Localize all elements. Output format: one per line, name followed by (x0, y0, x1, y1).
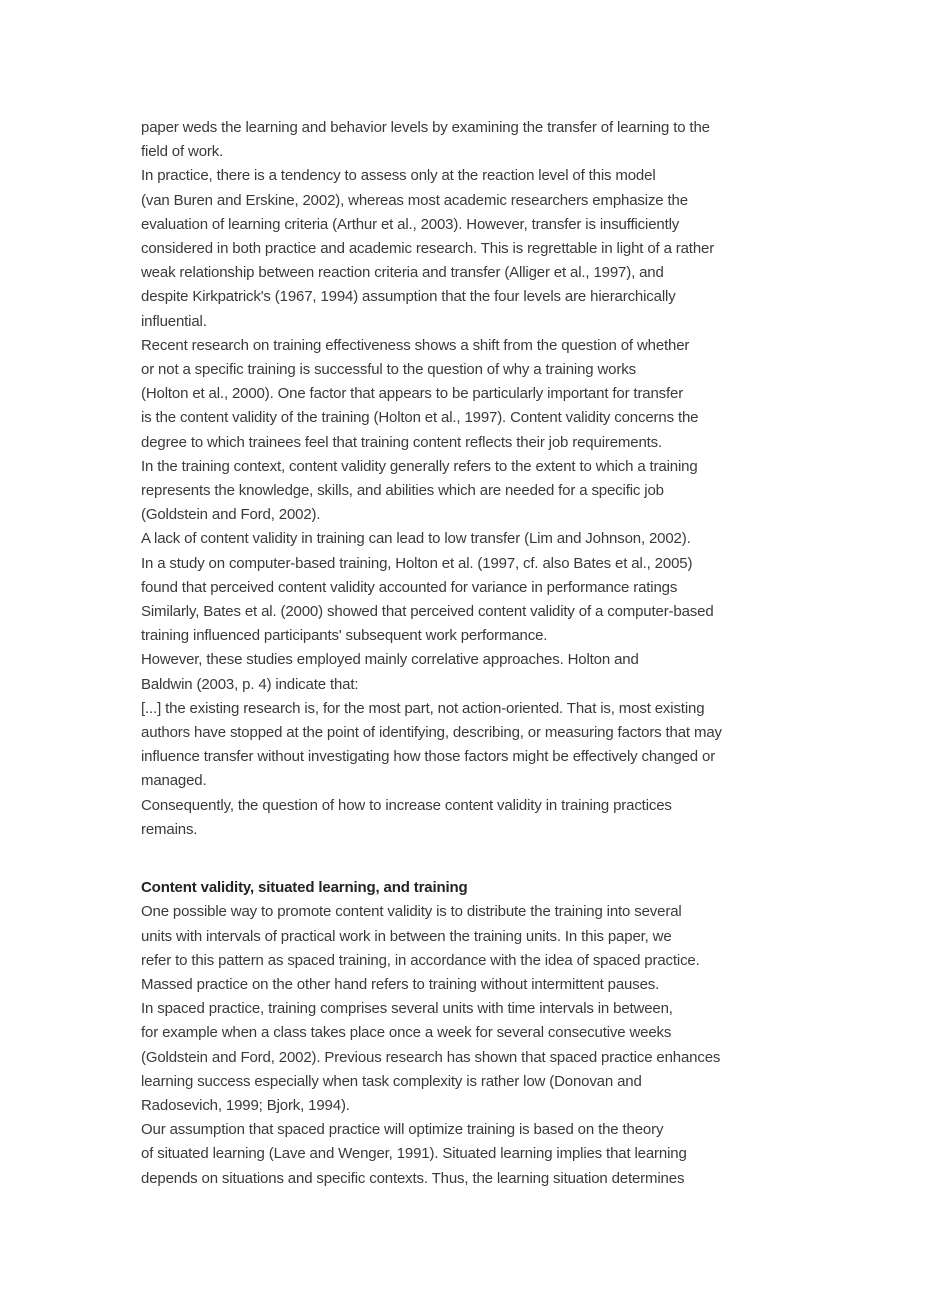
text-line: refer to this pattern as spaced training, in accordance with the idea of spaced practice. (141, 951, 700, 969)
text-line: Massed practice on the other hand refers to training without intermittent pauses. (141, 975, 660, 993)
text-line: Similarly, Bates et al. (2000) showed that perceived content validity of a computer-based (141, 603, 714, 621)
text-line: In practice, there is a tendency to assess only at the reaction level of this model (141, 167, 656, 185)
text-line: represents the knowledge, skills, and abilities which are needed for a specific job (141, 482, 664, 500)
text-line: or not a specific training is successful to the question of why a training works (141, 361, 636, 379)
text-line: degree to which trainees feel that training content reflects their job requirements. (141, 433, 663, 451)
text-line: In spaced practice, training comprises several units with time intervals in between, (141, 1000, 673, 1018)
text-line: influential. (141, 312, 207, 330)
text-line: Consequently, the question of how to increase content validity in training practices (141, 796, 672, 814)
text-line: weak relationship between reaction criteria and transfer (Alliger et al., 1997), and (141, 264, 664, 282)
paragraph (141, 900, 791, 1118)
text-line: learning success especially when task complexity is rather low (Donovan and (141, 1072, 642, 1090)
text-line: units with intervals of practical work in between the training units. In this paper, we (141, 927, 672, 945)
paragraph (141, 116, 791, 164)
text-line: (van Buren and Erskine, 2002), whereas most academic researchers emphasize the (141, 191, 688, 209)
text-line: depends on situations and specific contexts. Thus, the learning situation determines (141, 1169, 685, 1187)
text-line: for example when a class takes place once a week for several consecutive weeks (141, 1024, 672, 1042)
text-line: Baldwin (2003, p. 4) indicate that: (141, 675, 359, 693)
text-line: However, these studies employed mainly correlative approaches. Holton and (141, 651, 639, 669)
text-line: found that perceived content validity accounted for variance in performance ratings (141, 578, 678, 596)
text-line: evaluation of learning criteria (Arthur et al., 2003). However, transfer is insufficiently (141, 215, 680, 233)
text-line: In a study on computer-based training, Holton et al. (1997, cf. also Bates et al., 2005) (141, 554, 693, 572)
text-line: Radosevich, 1999; Bjork, 1994). (141, 1096, 350, 1114)
text-line: paper weds the learning and behavior levels by examining the transfer of learning to the (141, 119, 710, 136)
paragraph (141, 527, 791, 648)
paragraph (141, 164, 791, 333)
text-line: (Goldstein and Ford, 2002). (141, 506, 321, 524)
paragraph (141, 794, 791, 842)
text-line: authors have stopped at the point of identifying, describing, or measuring factors that may (141, 724, 722, 742)
text-line: Recent research on training effectiveness shows a shift from the question of whether (141, 336, 690, 354)
section-heading: Content validity, situated learning, and training (141, 879, 468, 897)
text-line: of situated learning (Lave and Wenger, 1991). Situated learning implies that learning (141, 1145, 687, 1163)
text-line: influence transfer without investigating how those factors might be effectively changed or (141, 748, 716, 766)
text-line: One possible way to promote content validity is to distribute the training into several (141, 903, 682, 921)
text-line: despite Kirkpatrick's (1967, 1994) assumption that the four levels are hierarchically (141, 288, 676, 306)
text-line: (Holton et al., 2000). One factor that appears to be particularly important for transfer (141, 385, 684, 403)
text-line: Our assumption that spaced practice will optimize training is based on the theory (141, 1121, 664, 1139)
text-line: considered in both practice and academic research. This is regrettable in light of a rather (141, 240, 715, 258)
text-line: In the training context, content validity generally refers to the extent to which a training (141, 457, 698, 475)
text-line: training influenced participants' subsequent work performance. (141, 627, 548, 645)
text-line: [...] the existing research is, for the most part, not action-oriented. That is, most existing (141, 699, 705, 717)
text-line: field of work. (141, 143, 224, 161)
text-line: managed. (141, 772, 207, 790)
paragraph (141, 648, 791, 696)
paragraph (141, 334, 791, 528)
text-line: remains. (141, 820, 198, 838)
text-line: is the content validity of the training (Holton et al., 1997). Content validity concerns the (141, 409, 699, 427)
text-column (141, 116, 791, 1191)
paragraph (141, 1118, 791, 1191)
paragraph (141, 697, 791, 794)
text-line: A lack of content validity in training can lead to low transfer (Lim and Johnson, 2002). (141, 530, 691, 548)
text-line: (Goldstein and Ford, 2002). Previous research has shown that spaced practice enhances (141, 1048, 721, 1066)
